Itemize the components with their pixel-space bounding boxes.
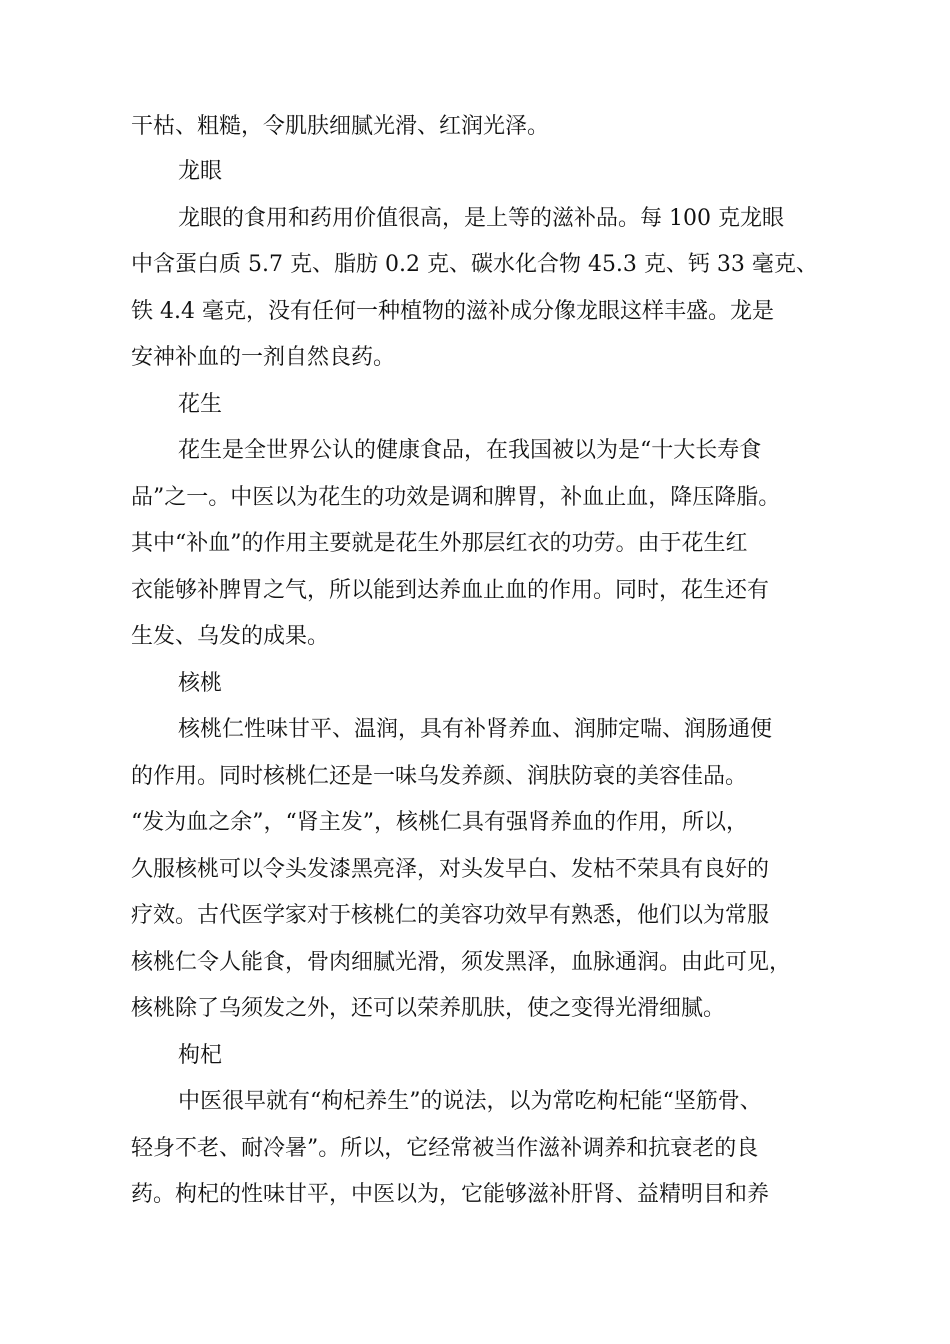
body-text-line: 轻身不老、耐冷暑”。所以，它经常被当作滋补调养和抗衰老的良: [131, 1136, 759, 1161]
paragraph-first-line: 核桃仁性味甘平、温润，具有补肾养血、润肺定喘、润肠通便: [178, 717, 773, 742]
paragraph-first-line: 龙眼的食用和药用价值很高，是上等的滋补品。每 100 克龙眼: [178, 206, 784, 231]
section-heading-longan: 龙眼: [178, 159, 223, 184]
body-text-line: 生发、乌发的成果。: [131, 624, 330, 649]
body-text-line: 核桃除了乌须发之外，还可以荣养肌肤，使之变得光滑细腻。: [131, 996, 726, 1021]
body-text-line: 品”之一。中医以为花生的功效是调和脾胃，补血止血，降压降脂。: [131, 485, 781, 510]
body-text-line: 中含蛋白质 5.7 克、脂肪 0.2 克、碳水化合物 45.3 克、钙 33 毫克、: [131, 252, 818, 277]
body-text-line: 疗效。古代医学家对于核桃仁的美容功效早有熟悉，他们以为常服: [131, 903, 770, 928]
body-text-line: 铁 4.4 毫克，没有任何一种植物的滋补成分像龙眼这样丰盛。龙是: [131, 299, 774, 324]
body-text-line: “发为血之余”，“肾主发”，核桃仁具有强肾养血的作用，所以，: [131, 810, 748, 835]
body-text-line: 衣能够补脾胃之气，所以能到达养血止血的作用。同时，花生还有: [131, 578, 770, 603]
section-heading-goji: 枸杞: [178, 1043, 223, 1068]
body-text-line: 其中“补血”的作用主要就是花生外那层红衣的功劳。由于花生红: [131, 531, 748, 556]
section-heading-walnut: 核桃: [178, 671, 223, 696]
body-text-line: 安神补血的一剂自然良药。: [131, 345, 396, 370]
body-text-line: 核桃仁令人能食，骨肉细腻光滑，须发黑泽，血脉通润。由此可见，: [131, 950, 792, 975]
body-text-line: 久服核桃可以令头发漆黑亮泽，对头发早白、发枯不荣具有良好的: [131, 857, 770, 882]
paragraph-first-line: 中医很早就有“枸杞养生”的说法，以为常吃枸杞能“坚筋骨、: [178, 1089, 762, 1114]
body-text-line: 干枯、粗糙，令肌肤细腻光滑、红润光泽。: [131, 114, 550, 139]
section-heading-peanut: 花生: [178, 392, 223, 417]
body-text-line: 药。枸杞的性味甘平，中医以为，它能够滋补肝肾、益精明目和养: [131, 1182, 770, 1207]
paragraph-first-line: 花生是全世界公认的健康食品，在我国被以为是“十大长寿食: [178, 438, 762, 463]
body-text-line: 的作用。同时核桃仁还是一味乌发养颜、润肤防衰的美容佳品。: [131, 764, 748, 789]
